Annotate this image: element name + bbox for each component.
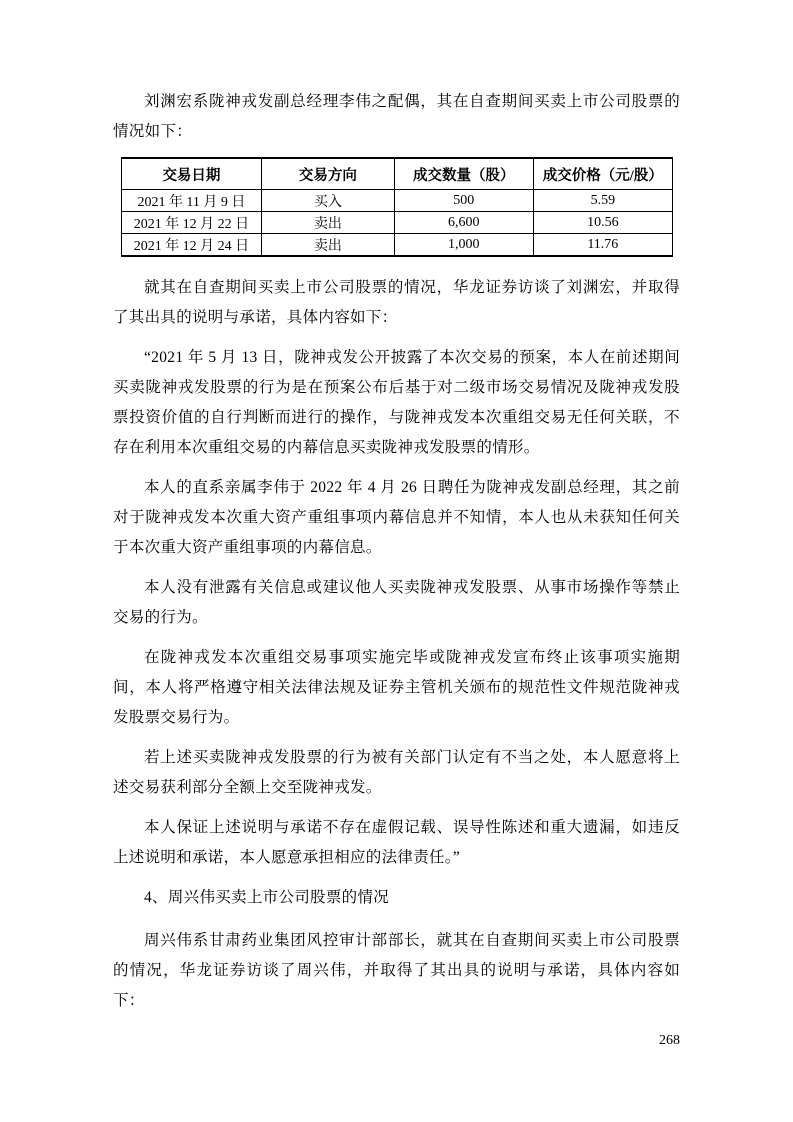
paragraph-statement-4: 在陇神戎发本次重组交易事项实施完毕或陇神戎发宣布终止该事项实施期间，本人将严格遵守相关法律法规及证券主管机关颁布的规范性文件规范陇神戎发股票交易行为。 — [113, 649, 680, 726]
table-cell-date: 2021 年 12 月 24 日 — [122, 234, 262, 257]
table-row — [122, 234, 673, 257]
table-cell-date: 2021 年 12 月 22 日 — [122, 212, 262, 234]
table-cell-direction: 卖出 — [261, 212, 394, 234]
table-row — [122, 212, 673, 234]
trade-table — [121, 157, 673, 257]
table-cell-direction: 卖出 — [261, 234, 394, 257]
table-cell-price: 11.76 — [533, 234, 672, 257]
trade-table-body — [122, 190, 673, 257]
table-cell-volume: 6,600 — [394, 212, 533, 234]
table-header-row — [122, 158, 673, 190]
paragraph-interview: 就其在自查期间买卖上市公司股票的情况，华龙证券访谈了刘渊宏，并取得了其出具的说明与承诺，具体内容如下： — [113, 279, 680, 326]
table-cell-price: 10.56 — [533, 212, 672, 234]
table-header-direction: 交易方向 — [261, 158, 394, 190]
table-header-date: 交易日期 — [122, 158, 262, 190]
paragraph-statement-2: 本人的直系亲属李伟于 2022 年 4 月 26 日聘任为陇神戎发副总经理，其之前对于陇神戎发本次重大资产重组事项内幕信息并不知情，本人也从未获知任何关于本次重大资产重组事项的内幕信息。 — [113, 479, 680, 556]
table-row — [122, 190, 673, 212]
table-header-volume: 成交数量（股） — [394, 158, 533, 190]
table-cell-volume: 1,000 — [394, 234, 533, 257]
paragraph-statement-3: 本人没有泄露有关信息或建议他人买卖陇神戎发股票、从事市场操作等禁止交易的行为。 — [113, 579, 680, 626]
table-cell-price: 5.59 — [533, 190, 672, 212]
paragraph-statement-6: 本人保证上述说明与承诺不存在虚假记载、误导性陈述和重大遗漏，如违反上述说明和承诺，本人愿意承担相应的法律责任。” — [113, 819, 680, 866]
page-number: 268 — [659, 1033, 680, 1048]
section-heading-4: 4、周兴伟买卖上市公司股票的情况 — [144, 889, 390, 906]
paragraph-intro: 刘渊宏系陇神戎发副总经理李伟之配偶，其在自查期间买卖上市公司股票的情况如下： — [113, 93, 680, 140]
table-cell-volume: 500 — [394, 190, 533, 212]
table-cell-date: 2021 年 11 月 9 日 — [122, 190, 262, 212]
paragraph-statement-1: “2021 年 5 月 13 日，陇神戎发公开披露了本次交易的预案，本人在前述期间买卖陇神戎发股票的行为是在预案公布后基于对二级市场交易情况及陇神戎发股票投资价值的自行判断而进行的操作，与陇神戎发本次重组交易无任何关联，不存在利用本次重组交易的内幕信息买卖陇神戎发股票的情形。 — [113, 349, 680, 456]
table-header-price: 成交价格（元/股） — [533, 158, 672, 190]
trade-table-header — [122, 158, 673, 190]
table-cell-direction: 买入 — [261, 190, 394, 212]
paragraph-statement-5: 若上述买卖陇神戎发股票的行为被有关部门认定有不当之处，本人愿意将上述交易获利部分全额上交至陇神戎发。 — [113, 749, 680, 796]
paragraph-zhou-intro: 周兴伟系甘肃药业集团风控审计部部长，就其在自查期间买卖上市公司股票的情况，华龙证券访谈了周兴伟，并取得了其出具的说明与承诺，具体内容如下： — [113, 932, 680, 1009]
